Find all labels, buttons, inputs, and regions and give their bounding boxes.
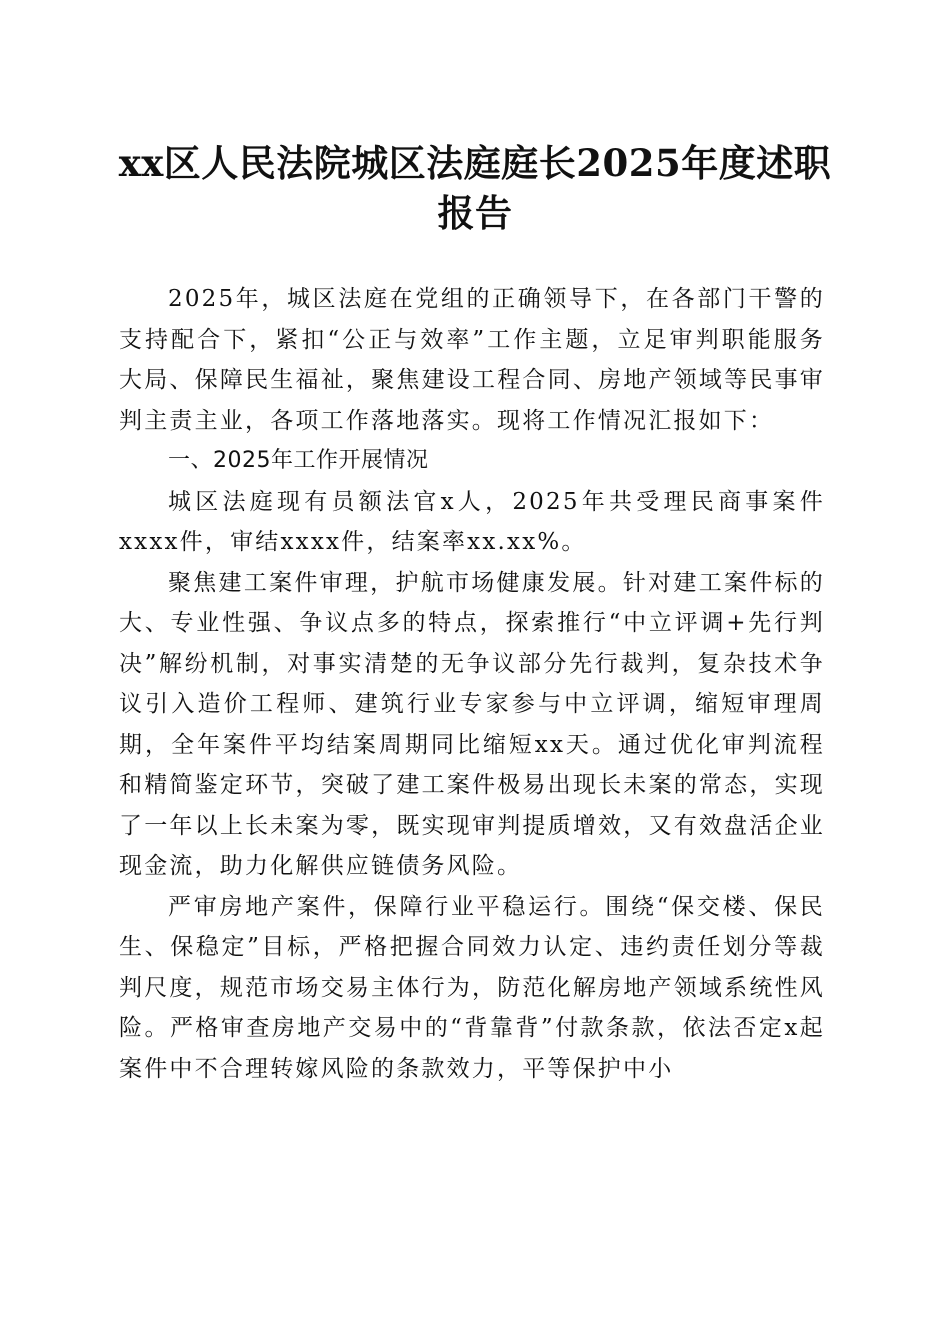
intro-paragraph: 2025年，城区法庭在党组的正确领导下，在各部门干警的支持配合下，紧扣“公正与效率”工作主题，立足审判职能服务大局、保障民生福祉，聚焦建设工程合同、房地产领域等民事审判主责主业，各项工作落地落实。现将工作情况汇报如下： xyxy=(119,286,825,434)
real-estate-cases-paragraph: 严审房地产案件，保障行业平稳运行。围绕“保交楼、保民生、保稳定”目标，严格把握合同效力认定、违约责任划分等裁判尺度，规范市场交易主体行为，防范化解房地产领域系统性风险。严格审查房地产交易中的“背靠背”付款条款，依法否定x起案件中不合理转嫁风险的条款效力，平等保护中小 xyxy=(119,893,825,1082)
stats-paragraph: 城区法庭现有员额法官x人，2025年共受理民商事案件xxxx件，审结xxxx件，结案率xx.xx%。 xyxy=(119,488,825,555)
section-heading: 一、2025年工作开展情况 xyxy=(168,448,429,473)
document-title: xx区人民法院城区法庭庭长2025年度述职报告 xyxy=(118,141,832,235)
construction-cases-paragraph: 聚焦建工案件审理，护航市场健康发展。针对建工案件标的大、专业性强、争议点多的特点，探索推行“中立评调+先行判决”解纷机制，对事实清楚的无争议部分先行裁判，复杂技术争议引入造价工程师、建筑行业专家参与中立评调，缩短审理周期，全年案件平均结案周期同比缩短xx天。通过优化审判流程和精简鉴定环节，突破了建工案件极易出现长未案的常态，实现了一年以上长未案为零，既实现审判提质增效，又有效盘活企业现金流，助力化解供应链债务风险。 xyxy=(119,569,825,879)
document-body xyxy=(119,279,825,1089)
